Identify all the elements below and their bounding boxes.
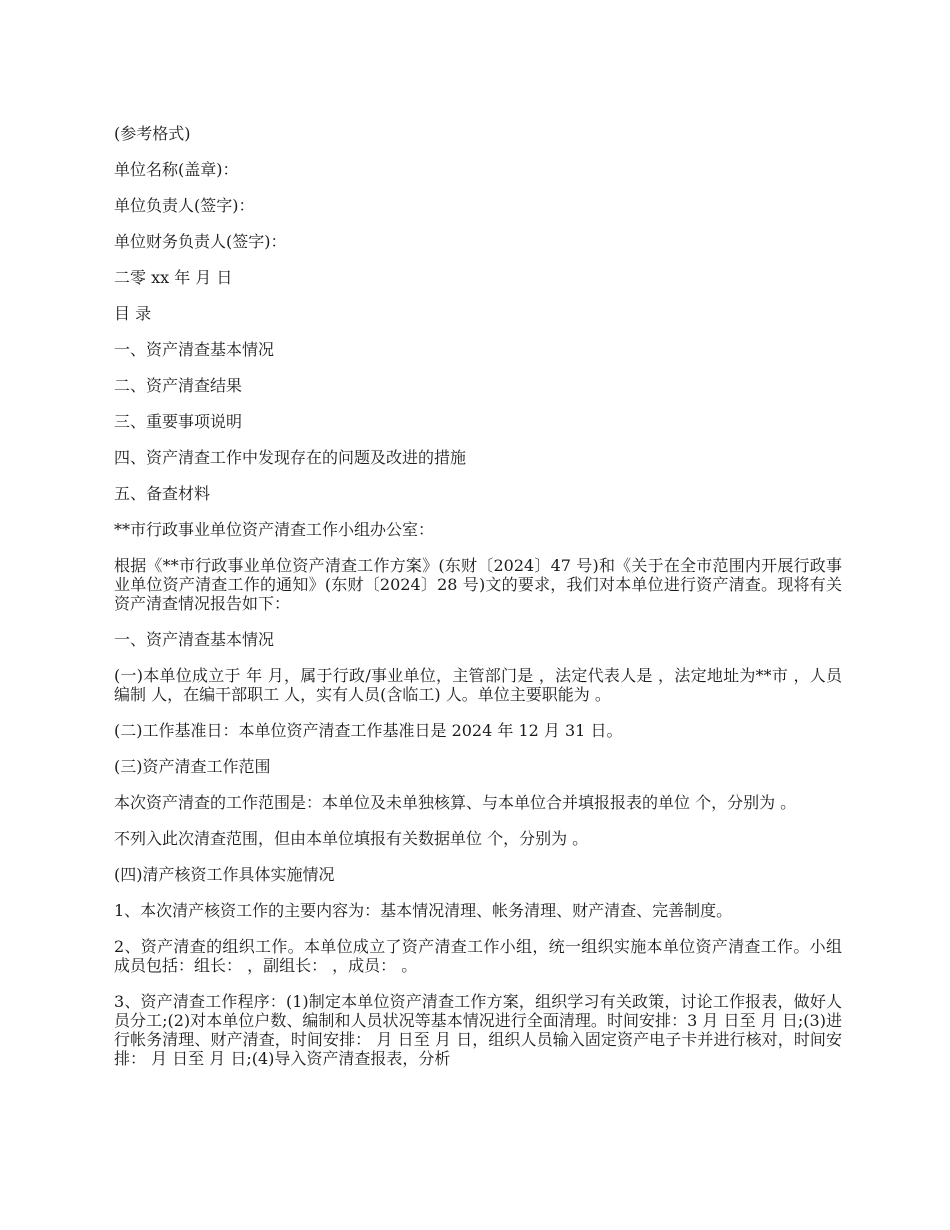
unit-head-signature-line: 单位负责人(签字)： [114,196,255,215]
paragraph-excluded-scope: 不列入此次清查范围，但由本单位填报有关数据单位 个，分别为 。 [114,829,589,848]
addressee: **市行政事业单位资产清查工作小组办公室： [114,520,435,539]
date-line: 二零 xx 年 月 日 [114,268,233,287]
paragraph-procedure: 3、资产清查工作程序：(1)制定本单位资产清查工作方案，组织学习有关政策，讨论工作报表，做好人员分工;(2)对本单位户数、编制和人员状况等基本情况进行全面清理。时间安排：3 月 日至 月 日;(3)进行帐务清理、财产清查，时间安排： 月 日至 月 日，组织人员输入固定资产电子卡并进行核对，时间安排： 月 日至 月 日;(4)导入资产清查报表，分析 [114,992,842,1068]
paragraph-base-date: (二)工作基准日：本单位资产清查工作基准日是 2024 年 12 月 31 日。 [114,721,623,740]
document-page [114,124,842,1085]
toc-item: 三、重要事项说明 [114,412,243,431]
finance-head-signature-line: 单位财务负责人(签字)： [114,232,287,251]
subsection-implementation-title: (四)清产核资工作具体实施情况 [114,865,335,884]
paragraph-basic-info: (一)本单位成立于 年 月，属于行政/事业单位，主管部门是 ，法定代表人是 ，法定地址为**市 ，人员编制 人，在编干部职工 人，实有人员(含临工) 人。单位主要职能为 。 [114,666,842,704]
toc-title: 目 录 [114,304,152,323]
unit-name-line: 单位名称(盖章)： [114,160,239,179]
paragraph-scope: 本次资产清查的工作范围是：本单位及未单独核算、与本单位合并填报报表的单位 个，分别为 。 [114,793,797,812]
paragraph-organization: 2、资产清查的组织工作。本单位成立了资产清查工作小组，统一组织实施本单位资产清查工作。小组成员包括：组长： ，副组长： ，成员： 。 [114,937,842,975]
intro-paragraph: 根据《**市行政事业单位资产清查工作方案》(东财〔2024〕47 号)和《关于在全市范围内开展行政事业单位资产清查工作的通知》(东财〔2024〕28 号)文的要求，我们对本单位进行资产清查。现将有关资产清查情况报告如下： [114,556,842,613]
toc-item: 五、备查材料 [114,484,211,503]
format-note: (参考格式) [114,124,191,143]
toc-item: 二、资产清查结果 [114,376,243,395]
toc-item: 四、资产清查工作中发现存在的问题及改进的措施 [114,448,467,467]
toc-item: 一、资产清查基本情况 [114,340,275,359]
paragraph-main-content: 1、本次清产核资工作的主要内容为：基本情况清理、帐务清理、财产清查、完善制度。 [114,901,733,920]
section-1-title: 一、资产清查基本情况 [114,630,275,649]
subsection-scope-title: (三)资产清查工作范围 [114,757,271,776]
